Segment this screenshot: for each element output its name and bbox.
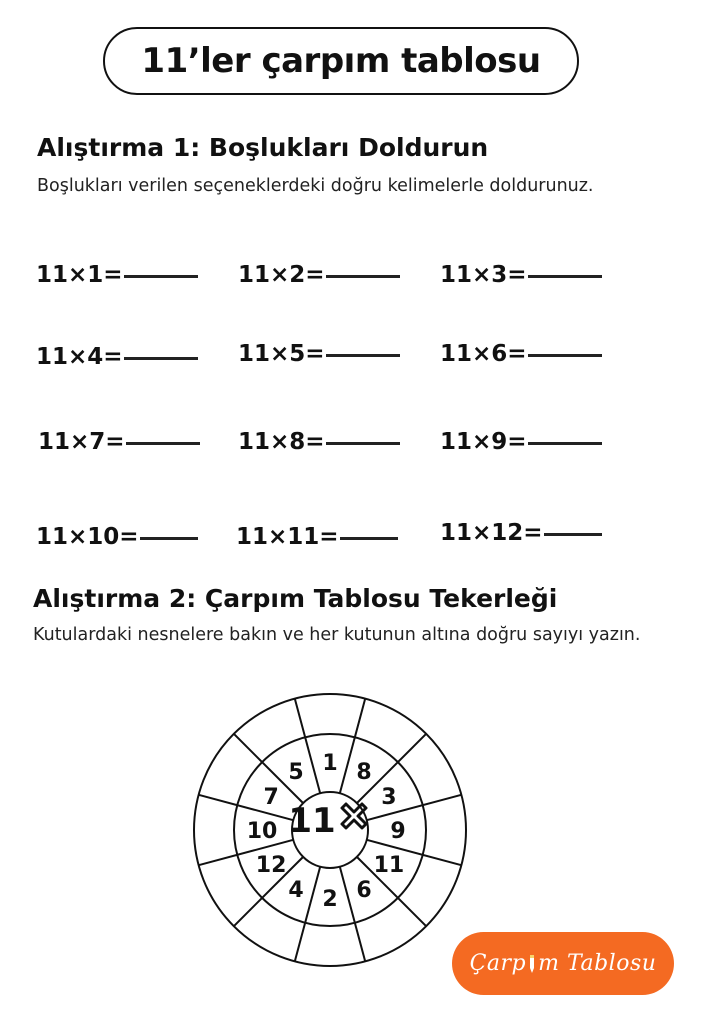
wheel-number: 6 — [356, 877, 372, 903]
wheel-center-number: 11 — [288, 801, 336, 841]
problem-label: 11×9= — [440, 429, 527, 455]
multiplication-wheel — [190, 690, 470, 970]
problem-label: 11×7= — [38, 429, 125, 455]
wheel-number: 9 — [390, 819, 406, 844]
problem-label: 11×12= — [440, 520, 543, 546]
problem-label: 11×2= — [238, 262, 325, 288]
answer-blank[interactable] — [126, 442, 200, 445]
problem-label: 11×10= — [36, 524, 139, 550]
wheel-number: 1 — [322, 751, 338, 776]
exercise1-instruction: Boşlukları verilen seçeneklerdeki doğru kelimelerle doldurunuz. — [37, 176, 594, 196]
brand-label-right: m Tablosu — [538, 951, 657, 976]
problem-label: 11×6= — [440, 341, 527, 367]
problem-item — [440, 341, 602, 367]
wheel-number: 12 — [255, 853, 287, 878]
problem-item — [238, 341, 400, 367]
problem-label: 11×8= — [238, 429, 325, 455]
brand-badge — [452, 932, 674, 995]
exercise2-heading: Alıştırma 2: Çarpım Tablosu Tekerleği — [33, 584, 558, 613]
problem-label: 11×11= — [236, 524, 339, 550]
wheel-number: 3 — [381, 785, 397, 810]
answer-blank[interactable] — [544, 533, 602, 536]
answer-blank[interactable] — [528, 275, 602, 278]
problem-item — [36, 524, 198, 550]
answer-blank[interactable] — [326, 275, 400, 278]
problem-label: 11×4= — [36, 344, 123, 370]
wheel-graphic — [190, 690, 470, 970]
answer-blank[interactable] — [124, 357, 198, 360]
answer-blank[interactable] — [340, 537, 398, 540]
answer-blank[interactable] — [326, 442, 400, 445]
problem-item — [36, 262, 198, 288]
wheel-divider — [199, 795, 294, 820]
answer-blank[interactable] — [528, 442, 602, 445]
problem-item — [440, 429, 602, 455]
wheel-number: 11 — [373, 853, 405, 878]
wheel-number: 10 — [246, 819, 278, 844]
wheel-number: 8 — [356, 760, 372, 786]
answer-blank[interactable] — [140, 537, 198, 540]
problem-item — [440, 520, 602, 546]
page-title: 11’ler çarpım tablosu — [103, 27, 579, 95]
problem-item — [38, 429, 200, 455]
pencil-icon — [527, 955, 537, 973]
wheel-number: 5 — [288, 760, 304, 786]
problem-item — [236, 524, 398, 550]
exercise2-instruction: Kutulardaki nesnelere bakın ve her kutunun altına doğru sayıyı yazın. — [33, 625, 641, 645]
wheel-number: 2 — [322, 887, 338, 912]
answer-blank[interactable] — [124, 275, 198, 278]
answer-blank[interactable] — [326, 354, 400, 357]
problem-item — [36, 344, 198, 370]
multiply-icon — [342, 804, 366, 828]
wheel-number: 7 — [263, 785, 279, 810]
answer-blank[interactable] — [528, 354, 602, 357]
brand-label-left: Çarp — [469, 951, 527, 976]
problem-item — [238, 262, 400, 288]
problem-item — [238, 429, 400, 455]
problem-label: 11×5= — [238, 341, 325, 367]
exercise1-heading: Alıştırma 1: Boşlukları Doldurun — [37, 133, 489, 162]
problem-label: 11×1= — [36, 262, 123, 288]
wheel-number: 4 — [288, 877, 304, 903]
problem-item — [440, 262, 602, 288]
problem-label: 11×3= — [440, 262, 527, 288]
